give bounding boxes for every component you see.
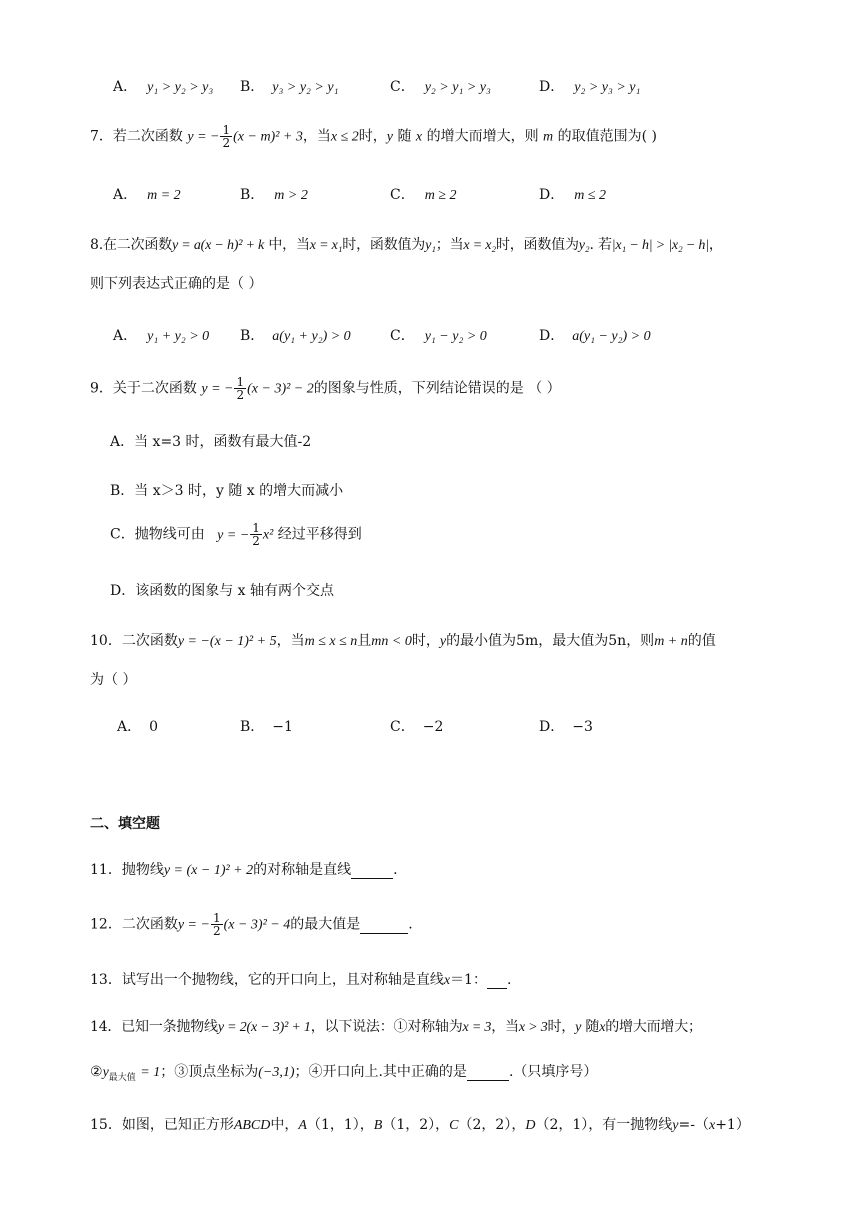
question-text: 时，	[411, 633, 440, 649]
question-text: （1，2），	[382, 1117, 450, 1133]
option-expr: y₁ > y₂ > y₃	[147, 80, 214, 95]
q7-option-c: C． m ≥ 2	[390, 187, 457, 203]
question-13	[90, 969, 511, 989]
question-text: +1）	[715, 1117, 750, 1133]
point-label: B	[373, 1118, 383, 1133]
question-text: =-（	[678, 1117, 709, 1133]
q6-option-d	[539, 76, 640, 96]
question-number: 12．	[90, 916, 122, 933]
question-text: 二次函数	[121, 916, 178, 933]
question-text: 的图象与性质，下列结论错误的是 （ ）	[313, 380, 561, 397]
question-text: 的取值范围为( )	[557, 128, 657, 145]
option-label: B．	[240, 79, 265, 95]
formula: x > 3	[518, 1020, 548, 1035]
q8-option-a: A． y₁ + y₂ > 0	[113, 328, 210, 344]
formula: x = x₂	[463, 238, 496, 253]
question-8-line-2: 则下列表达式正确的是（ ）	[90, 276, 263, 292]
q7-option-a: A． m = 2	[113, 187, 181, 203]
formula: (x − 3)² − 4	[223, 917, 291, 933]
formula: |x₁ − h| > |x₂ − h|	[611, 238, 709, 253]
q9-option-c	[110, 522, 362, 547]
question-text: ，则	[626, 633, 655, 649]
formula: = 1	[140, 1065, 161, 1080]
question-text: 在二次函数	[102, 237, 172, 253]
option-label: D．	[539, 79, 565, 95]
formula: (−3,1)	[258, 1065, 295, 1080]
variable: x	[599, 1020, 606, 1035]
q8-option-c: C． y₁ − y₂ > 0	[390, 328, 487, 344]
q7-option-b: B． m > 2	[240, 187, 308, 203]
question-text: ；③顶点坐标为	[160, 1064, 259, 1080]
question-12	[90, 912, 413, 937]
question-text: ；④开口向上.其中正确的是	[294, 1064, 467, 1080]
question-number: 7．	[90, 128, 113, 145]
question-text: ，当	[491, 1019, 519, 1035]
question-text: ，最大值为	[538, 633, 609, 649]
question-text: ，	[708, 237, 723, 253]
question-9	[90, 376, 561, 401]
question-text: 中，当	[268, 237, 310, 253]
question-text: 二次函数	[121, 633, 178, 649]
option-expr: y₂ > y₃ > y₁	[574, 80, 641, 95]
q7-option-d: D． m ≤ 2	[539, 187, 607, 203]
question-text: 的最小值为	[446, 633, 517, 649]
formula: y = −	[187, 129, 220, 145]
question-10	[90, 630, 716, 650]
question-text: 时，	[358, 128, 387, 145]
question-number: 14．	[90, 1019, 122, 1035]
question-text: （1，1），	[306, 1117, 374, 1133]
answer-blank	[360, 917, 408, 934]
question-text: ＝1：	[450, 972, 487, 988]
question-text: 的增大而增大，则	[426, 128, 539, 145]
variable: y	[102, 1065, 109, 1080]
q6-option-a	[113, 76, 213, 96]
q10-option-d: D． −3	[539, 719, 593, 735]
variable: x	[708, 1118, 716, 1133]
formula: y = −(x − 1)² + 5	[177, 634, 277, 649]
formula: m ≤ x ≤ n	[304, 634, 358, 649]
fraction: $\frac{1}{2}$	[236, 375, 245, 402]
variable: y	[575, 1020, 582, 1035]
question-text: 的增大而增大；	[605, 1019, 702, 1035]
formula: y = (x − 1)² + 2	[163, 863, 254, 878]
variable: x	[443, 973, 451, 988]
question-number: 10．	[90, 633, 122, 649]
question-text: 关于二次函数	[112, 380, 197, 397]
question-number: 8.	[90, 237, 103, 253]
answer-blank	[351, 862, 393, 879]
question-text: 随	[585, 1019, 600, 1035]
formula: x = x₁	[309, 238, 343, 253]
option-label: A．	[113, 79, 138, 95]
question-text: 中，	[270, 1117, 299, 1133]
section-heading: 二、填空题	[90, 816, 160, 832]
q10-option-c: C． −2	[390, 719, 444, 735]
question-text: .（只填序号）	[508, 1064, 598, 1080]
answer-blank	[467, 1064, 509, 1081]
question-text: （2，1），有一抛物线	[535, 1117, 673, 1133]
question-text: 抛物线	[121, 862, 164, 878]
question-text: （2，2），	[458, 1117, 526, 1133]
fraction: $\frac{1}{2}$	[252, 521, 260, 548]
q9-option-b: B．当 x＞3 时，y 随 x 的增大而减小	[110, 483, 344, 499]
question-8	[90, 234, 723, 254]
formula: mn < 0	[371, 634, 412, 649]
question-text: 的最大值是	[290, 916, 361, 933]
question-14	[90, 1016, 702, 1036]
question-text: 的值	[687, 633, 716, 649]
question-7	[90, 124, 657, 149]
question-text: ，以下说法：①对称轴为	[310, 1019, 463, 1035]
question-14-line-2	[90, 1061, 597, 1083]
question-number: 9．	[90, 380, 113, 397]
formula: x ≤ 2	[330, 129, 359, 145]
question-number: 11．	[90, 862, 122, 878]
question-text: ；当	[435, 237, 464, 253]
q10-option-b: B． −1	[240, 719, 293, 735]
q9-option-d: D．该函数的图象与 x 轴有两个交点	[110, 583, 335, 599]
q6-option-c	[390, 76, 491, 96]
question-text: 且	[357, 633, 372, 649]
option-label: C．	[390, 79, 415, 95]
question-text: 时，函数值为	[342, 237, 426, 253]
variable: ABCD	[233, 1118, 271, 1133]
question-10-line-2: 为（ ）	[90, 672, 137, 688]
formula: (x − 3)² − 2	[247, 381, 314, 397]
punctuation: .	[408, 916, 413, 933]
question-text: ，当	[302, 128, 331, 145]
variable: x	[415, 129, 423, 145]
question-text: . 若	[589, 237, 612, 253]
option-text: C．抛物线可由	[110, 526, 205, 543]
formula: y₁	[425, 238, 436, 253]
question-text: 随	[397, 128, 412, 145]
formula: (x − m)² + 3	[233, 129, 303, 145]
formula: y₂	[578, 238, 590, 253]
formula: 5m	[516, 633, 539, 649]
question-11	[90, 859, 398, 879]
punctuation: .	[393, 862, 398, 878]
answer-blank	[487, 972, 507, 989]
question-text: ②	[90, 1064, 103, 1080]
option-text: 经过平移得到	[277, 526, 362, 543]
variable: y	[672, 1118, 679, 1133]
fraction: $\frac{1}{2}$	[212, 911, 221, 938]
subscript: 最大值	[108, 1072, 136, 1083]
punctuation: .	[506, 972, 512, 988]
variable: m	[543, 129, 554, 145]
option-expr: y₃ > y₂ > y₁	[272, 80, 339, 95]
formula: m + n	[654, 634, 688, 649]
point-label: C	[449, 1118, 459, 1133]
formula: y = −	[177, 917, 210, 933]
formula: y = −	[217, 527, 250, 543]
formula: x²	[262, 527, 274, 543]
question-text: 的对称轴是直线	[253, 862, 352, 878]
formula: y = a(x − h)² + k	[171, 238, 265, 253]
question-text: 试写出一个抛物线，它的开口向上，且对称轴是直线	[121, 972, 444, 988]
question-15	[90, 1114, 750, 1134]
question-number: 15．	[90, 1117, 122, 1133]
formula: y = 2(x − 3)² + 1	[217, 1020, 311, 1035]
formula: y = −	[201, 381, 234, 397]
point-label: A	[298, 1118, 307, 1133]
question-number: 13．	[90, 972, 122, 988]
q10-option-a: A． 0	[117, 719, 159, 735]
fraction: $\frac{1}{2}$	[222, 123, 231, 150]
option-expr: y₂ > y₁ > y₃	[424, 80, 491, 95]
q6-option-b	[240, 76, 338, 96]
question-text: 如图，已知正方形	[121, 1117, 234, 1133]
question-text: 若二次函数	[112, 128, 183, 145]
variable: y	[439, 634, 447, 649]
q9-option-a: A．当 x=3 时，函数有最大值-2	[110, 434, 312, 450]
question-text: 已知一条抛物线	[121, 1019, 218, 1035]
question-text: 时，	[547, 1019, 576, 1035]
q8-option-b: B． a(y₁ + y₂) > 0	[240, 328, 351, 344]
question-text: 时，函数值为	[495, 237, 579, 253]
formula: x = 3	[462, 1020, 492, 1035]
formula: 5n	[608, 633, 627, 649]
point-label: D	[525, 1118, 536, 1133]
variable: y	[386, 129, 393, 145]
q8-option-d: D． a(y₁ − y₂) > 0	[539, 328, 651, 344]
question-text: ，当	[276, 633, 305, 649]
